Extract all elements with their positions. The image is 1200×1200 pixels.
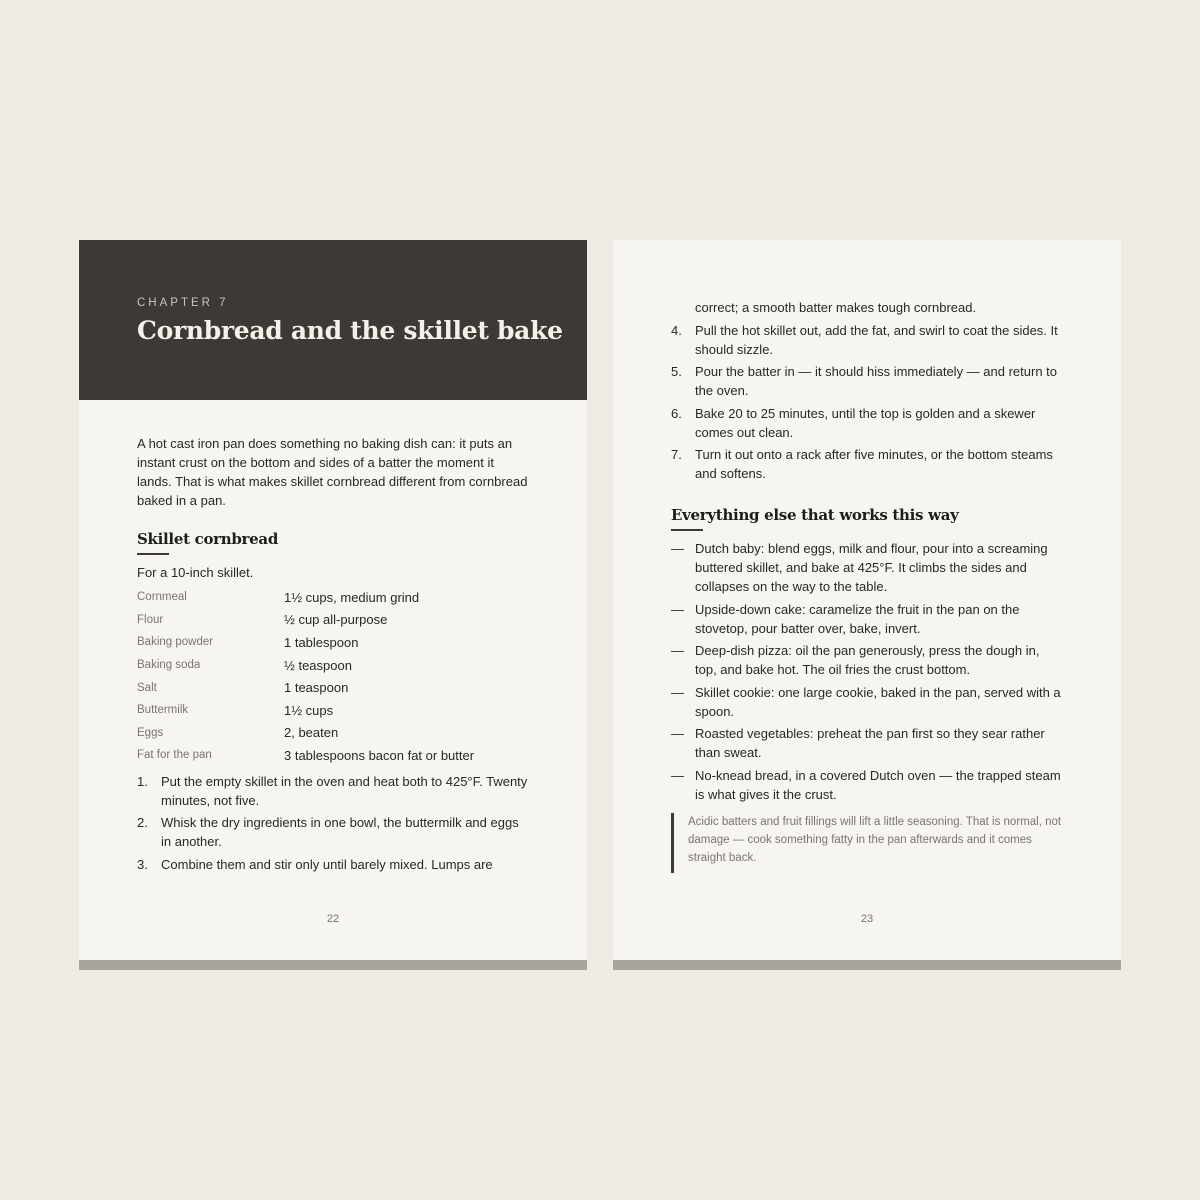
step-number: 3. xyxy=(137,856,148,872)
ingredient-name: Flour xyxy=(137,613,164,626)
ingredient-name: Baking powder xyxy=(137,636,214,649)
step-item xyxy=(671,445,1063,483)
list-item-text: No-knead bread, in a covered Dutch oven — the trapped steam is what gives it the crust. xyxy=(695,767,1061,802)
list-item xyxy=(671,724,1063,762)
method-steps xyxy=(137,772,529,874)
ingredient-amount: 1 teaspoon xyxy=(284,680,349,696)
ingredient-name: Baking soda xyxy=(137,659,201,672)
step-text: Combine them and stir only until barely mixed. Lumps are xyxy=(161,856,493,872)
step-number: 5. xyxy=(671,364,682,379)
heading-rule xyxy=(137,553,169,555)
left-page xyxy=(79,240,587,970)
ingredient-name: Salt xyxy=(137,681,157,694)
list-item xyxy=(671,683,1063,721)
ingredient-amount: 1½ cups, medium grind xyxy=(284,589,420,605)
ingredient-amount: 1½ cups xyxy=(284,702,334,718)
list-item-text: Upside-down cake: caramelize the fruit in the pan on the stovetop, pour batter over, bake, invert. xyxy=(695,601,1020,636)
dash-marker: — xyxy=(671,643,684,658)
right-page xyxy=(613,240,1121,970)
dash-marker: — xyxy=(671,726,684,741)
step-continuation: correct; a smooth batter makes tough cornbread. xyxy=(695,300,977,315)
step-item xyxy=(671,362,1063,400)
method-steps-continued xyxy=(671,321,1063,484)
page-number: 23 xyxy=(860,913,874,925)
page-edge xyxy=(613,960,1121,970)
ingredient-name: Cornmeal xyxy=(137,591,187,604)
step-item xyxy=(137,855,529,874)
ingredient-amount: ½ cup all-purpose xyxy=(284,612,388,628)
list-item xyxy=(671,600,1063,638)
list-item xyxy=(671,539,1063,596)
callout-note: Acidic batters and fruit fillings will lift a little seasoning. That is normal, not damage — cook something fatty in the pan afterwards and it comes straight back. xyxy=(671,813,1063,873)
list-item-text: Skillet cookie: one large cookie, baked in the pan, served with a spoon. xyxy=(695,684,1061,719)
chapter-title: Cornbread and the skillet bake xyxy=(137,316,563,345)
page-edge xyxy=(79,960,587,970)
ingredient-name: Buttermilk xyxy=(137,704,189,717)
step-text: Turn it out onto a rack after five minutes, or the bottom steams and softens. xyxy=(695,447,1053,481)
dash-marker: — xyxy=(671,601,684,617)
dash-marker: — xyxy=(671,767,684,783)
dash-marker: — xyxy=(671,541,684,556)
step-text: Put the empty skillet in the oven and heat both to 425°F. Twenty minutes, not five. xyxy=(161,773,528,808)
chapter-header xyxy=(79,240,587,400)
ingredient-row xyxy=(137,654,529,677)
right-page-content xyxy=(671,298,1063,873)
step-number: 6. xyxy=(671,405,682,421)
ingredient-row xyxy=(137,609,529,632)
ingredient-row xyxy=(137,586,529,609)
step-item xyxy=(137,813,529,851)
ingredient-row xyxy=(137,699,529,722)
ingredient-amount: 2, beaten xyxy=(284,725,339,741)
ingredient-row xyxy=(137,744,529,767)
ingredient-amount: ½ teaspoon xyxy=(284,657,352,673)
step-item xyxy=(671,404,1063,442)
step-number: 7. xyxy=(671,447,682,462)
step-number: 1. xyxy=(137,773,148,789)
ingredient-name: Eggs xyxy=(137,726,164,739)
left-page-content xyxy=(137,434,529,877)
ingredient-amount: 1 tablespoon xyxy=(284,634,359,650)
ingredient-amount: 3 tablespoons bacon fat or butter xyxy=(284,747,475,763)
recipe-heading: Skillet cornbread xyxy=(137,530,279,548)
intro-paragraph: A hot cast iron pan does something no baking dish can: it puts an instant crust on the bottom and sides of a batter the moment it lands. That is what makes skillet cornbread different from cornbread baked in a pan. xyxy=(137,436,528,508)
step-text: Pull the hot skillet out, add the fat, and swirl to coat the sides. It should sizzle. xyxy=(695,322,1058,357)
ingredients-table xyxy=(137,586,529,767)
ingredient-row xyxy=(137,631,529,654)
list-item-text: Deep-dish pizza: oil the pan generously, press the dough in, top, and bake hot. The oil fries the crust bottom. xyxy=(695,643,1040,677)
list-item xyxy=(671,641,1063,679)
step-number: 2. xyxy=(137,815,148,831)
step-item xyxy=(671,321,1063,359)
ingredient-name: Fat for the pan xyxy=(137,749,212,762)
list-item-text: Dutch baby: blend eggs, milk and flour, pour into a screaming buttered skillet, and bake at 425°F. It climbs the sides and collapses on the way to the table. xyxy=(695,541,1048,594)
ingredient-row xyxy=(137,676,529,699)
step-number: 4. xyxy=(671,322,682,338)
page-number: 22 xyxy=(326,913,340,925)
ingredient-row xyxy=(137,722,529,745)
list-item-text: Roasted vegetables: preheat the pan first so they sear rather than sweat. xyxy=(695,726,1045,760)
chapter-label: CHAPTER 7 xyxy=(137,297,229,309)
step-item xyxy=(137,772,529,810)
step-text: Bake 20 to 25 minutes, until the top is golden and a skewer comes out clean. xyxy=(695,405,1036,440)
list-item xyxy=(671,766,1063,804)
step-text: Pour the batter in — it should hiss immediately — and return to the oven. xyxy=(695,364,1058,398)
recipe-note: For a 10-inch skillet. xyxy=(137,565,254,580)
technique-list xyxy=(671,539,1063,804)
step-text: Whisk the dry ingredients in one bowl, the buttermilk and eggs in another. xyxy=(161,815,519,850)
dash-marker: — xyxy=(671,684,684,700)
section-heading: Everything else that works this way xyxy=(671,506,959,524)
heading-rule xyxy=(671,529,703,531)
